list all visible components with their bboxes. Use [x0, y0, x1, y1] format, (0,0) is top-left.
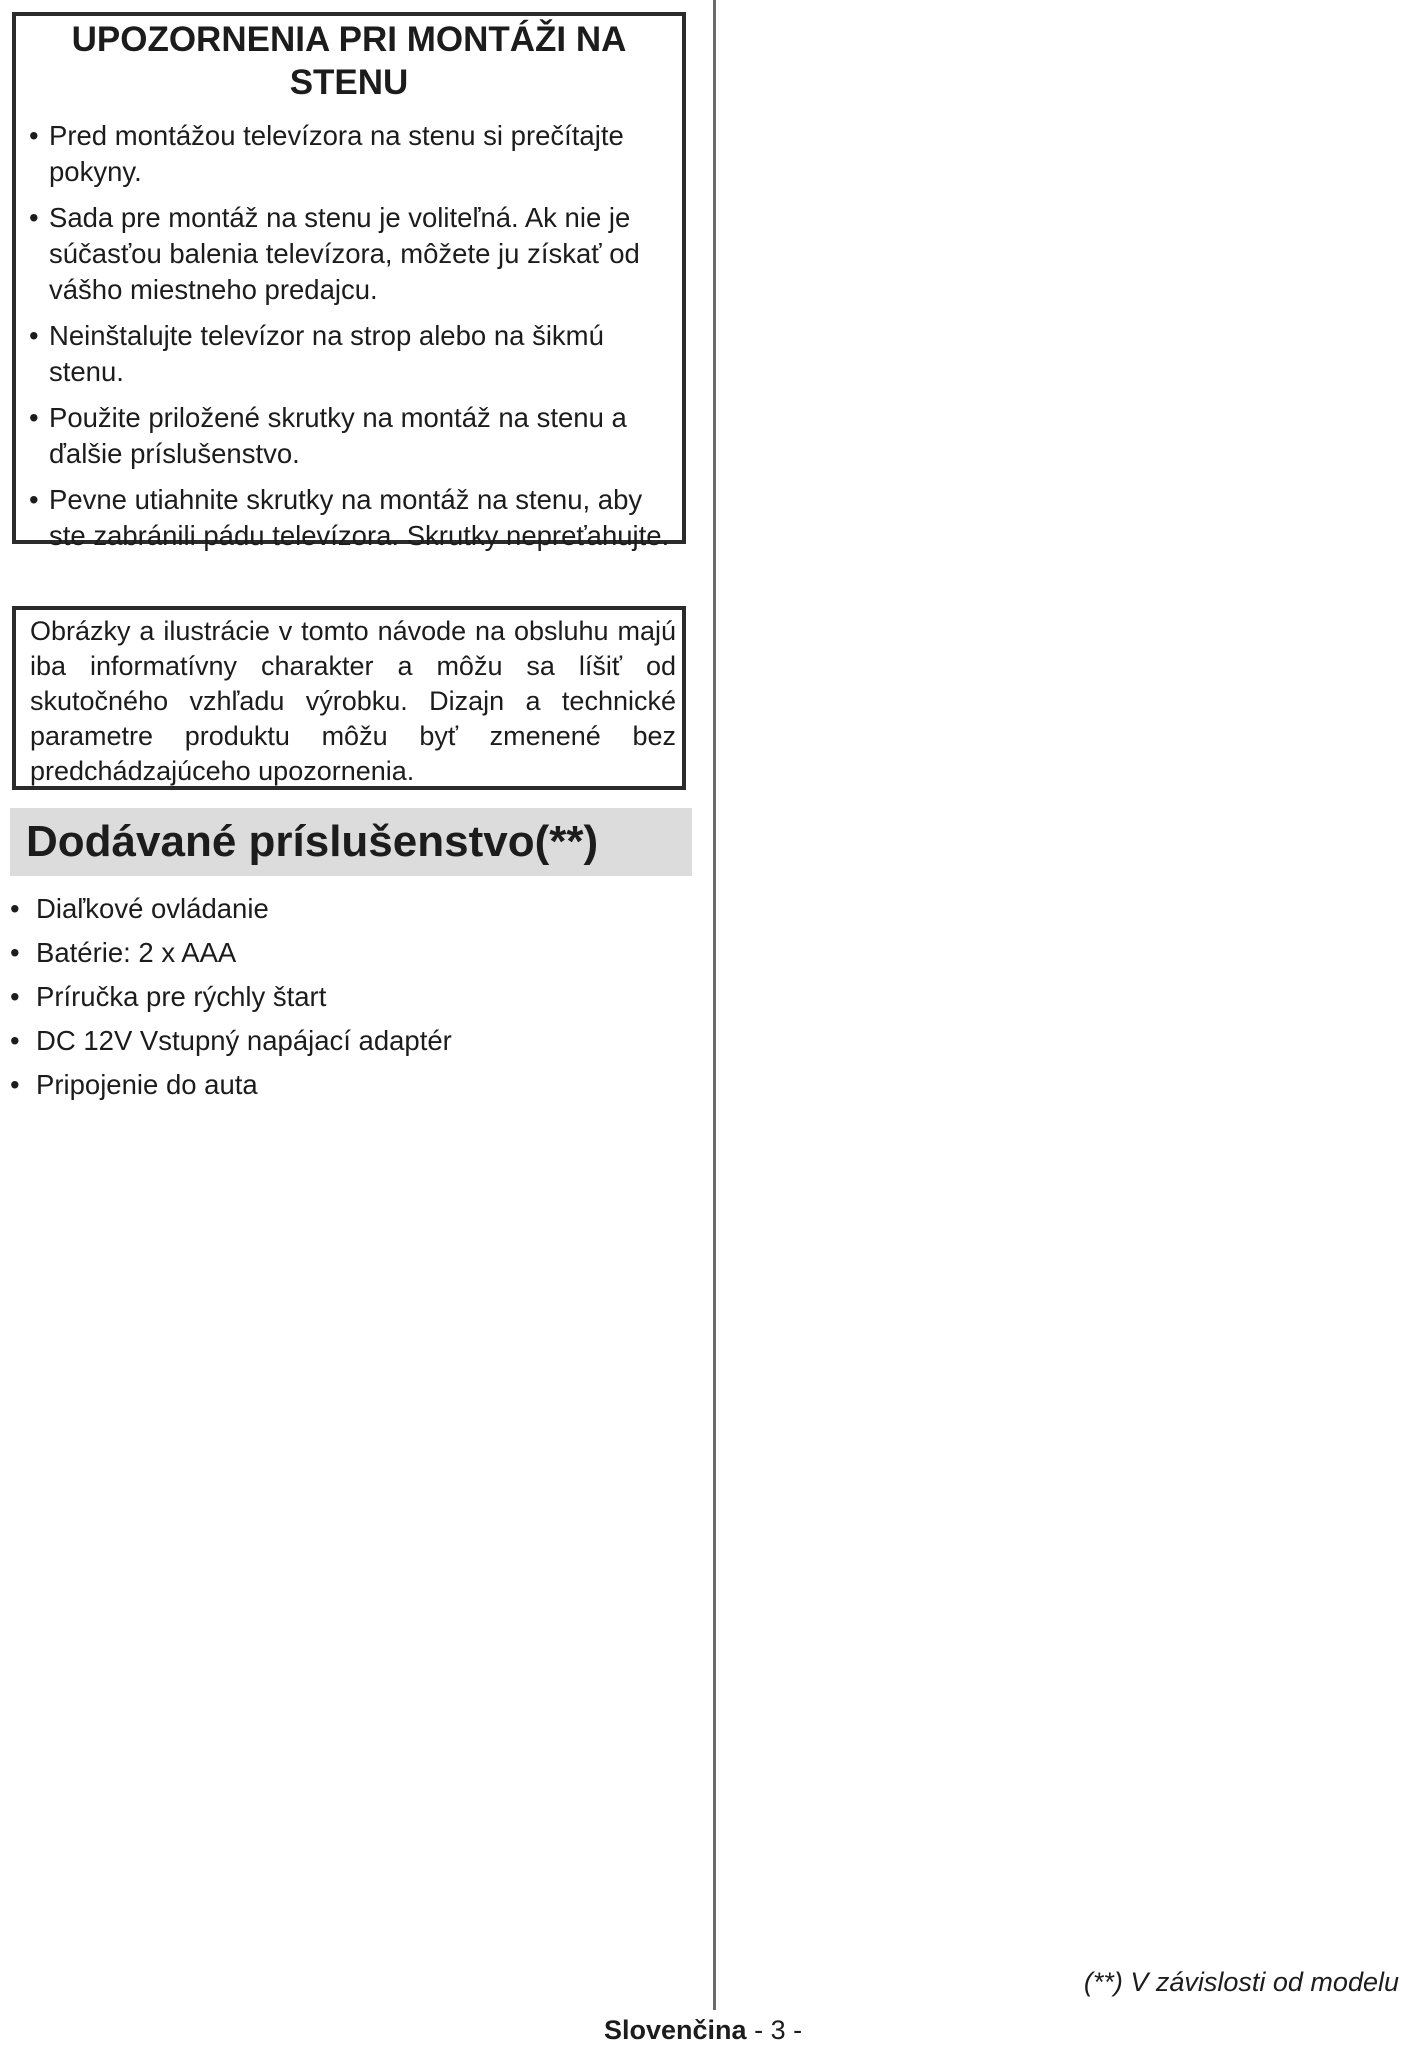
bullet-icon: •: [29, 120, 39, 151]
bullet-icon: •: [10, 1069, 20, 1100]
accessory-item: • Pripojenie do auta: [10, 1067, 690, 1103]
accessory-item: • Príručka pre rýchly štart: [10, 979, 690, 1015]
bullet-icon: •: [29, 402, 39, 433]
accessories-list: [10, 891, 690, 1111]
footer-language: Slovenčina: [604, 2015, 747, 2045]
warning-item: • Použite priložené skrutky na montáž na stenu a ďalšie príslušenstvo.: [29, 402, 627, 469]
accessory-item: • DC 12V Vstupný napájací adaptér: [10, 1023, 690, 1059]
page-footer: [604, 2015, 802, 2046]
wall-mount-warning-box: [12, 12, 686, 551]
warning-title: UPOZORNENIA PRI MONTÁŽI NA STENU: [71, 20, 627, 102]
model-footnote: (**) V závislosti od modelu: [1083, 1967, 1399, 1997]
bullet-icon: •: [29, 320, 39, 351]
warning-item: • Pred montážou televízora na stenu si prečítajte pokyny.: [29, 120, 624, 187]
accessories-section-header: [10, 808, 692, 876]
page-number: - 3 -: [754, 2015, 803, 2045]
accessories-title: Dodávané príslušenstvo(**): [26, 817, 599, 866]
bullet-icon: •: [10, 893, 20, 924]
column-divider: [713, 0, 716, 2010]
warning-item: • Neinštalujte televízor na strop alebo na šikmú stenu.: [29, 320, 604, 387]
bullet-icon: •: [10, 981, 20, 1012]
accessory-item: • Batérie: 2 x AAA: [10, 935, 690, 971]
disclaimer-text: Obrázky a ilustrácie v tomto návode na obsluhu majú iba informatívny charakter a môžu sa líšiť od skutočného vzhľadu výrobku. Dizajn a technické parametre produktu môžu byť zmenené bez predchádzajúceho upozornenia.: [30, 616, 676, 786]
warning-list: [16, 118, 682, 554]
warning-item: • Pevne utiahnite skrutky na montáž na stenu, aby ste zabránili pádu televízora. Skrutky nepreťahujte.: [29, 484, 670, 551]
bullet-icon: •: [29, 484, 39, 515]
bullet-icon: •: [10, 937, 20, 968]
accessory-item: • Diaľkové ovládanie: [10, 891, 690, 927]
bullet-icon: •: [29, 202, 39, 233]
bullet-icon: •: [10, 1025, 20, 1056]
warning-item: • Sada pre montáž na stenu je voliteľná. Ak nie je súčasťou balenia televízora, môžete ju získať od vášho miestneho predajcu.: [29, 202, 640, 305]
illustration-disclaimer-box: [12, 606, 686, 790]
